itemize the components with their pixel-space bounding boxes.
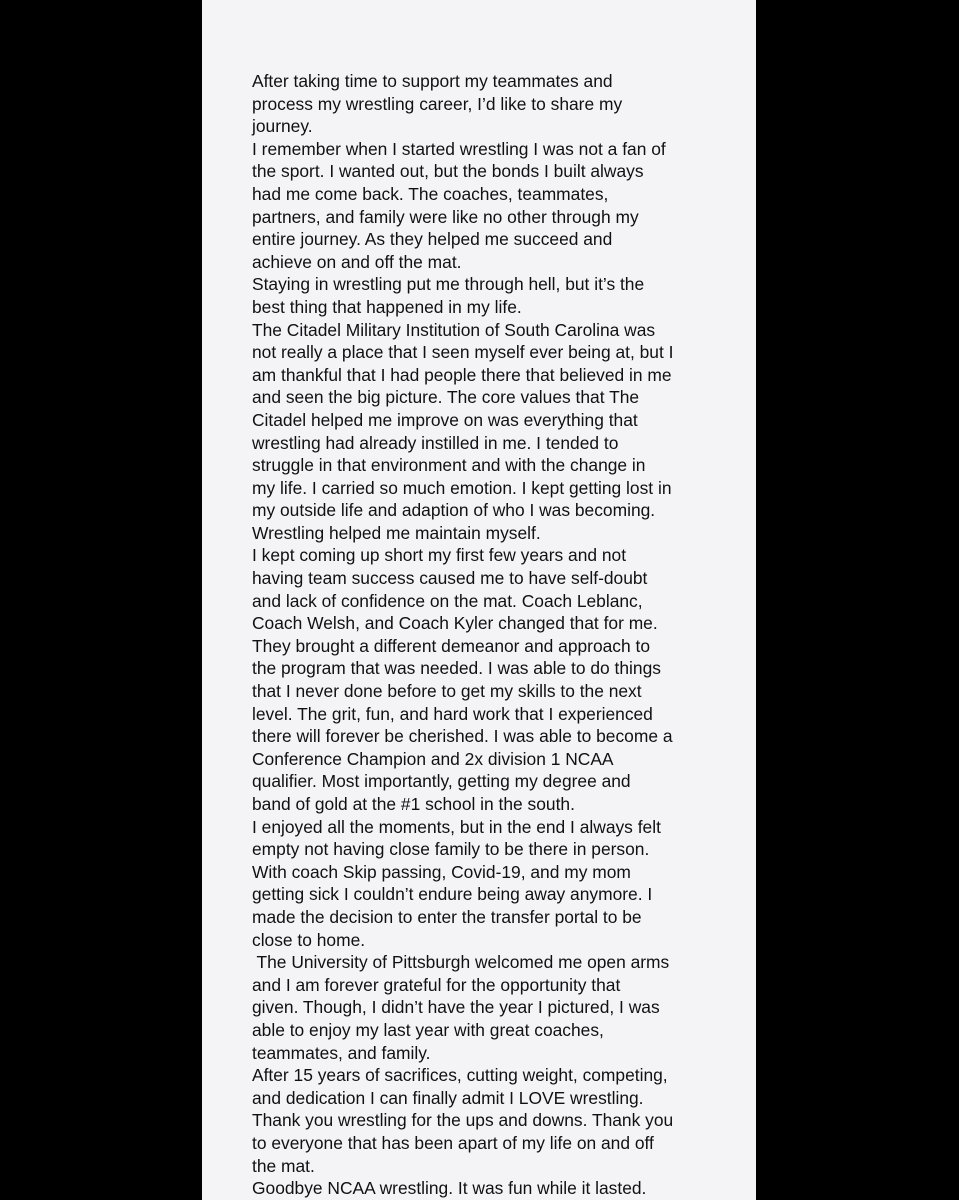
- note-line: band of gold at the #1 school in the south.: [252, 794, 575, 814]
- note-line: achieve on and off the mat.: [252, 251, 462, 272]
- note-line: process my wrestling career, I’d like to share my: [252, 93, 623, 114]
- note-line: my outside life and adaption of who I was becoming.: [252, 500, 656, 521]
- note-line: there will forever be cherished. I was able to become a: [252, 726, 673, 747]
- note-line: journey.: [252, 116, 313, 137]
- note-line: that I never done before to get my skills to the next: [252, 681, 642, 702]
- note-line: and I am forever grateful for the opportunity that: [252, 974, 621, 995]
- note-line: Staying in wrestling put me through hell, but it’s the: [252, 274, 645, 295]
- note-line: partners, and family were like no other through my: [252, 206, 639, 227]
- note-line: having team success caused me to have self-doubt: [252, 568, 648, 589]
- note-line: my life. I carried so much emotion. I kept getting lost in: [252, 477, 672, 498]
- note-line: After 15 years of sacrifices, cutting weight, competing,: [252, 1065, 668, 1086]
- note-line: The University of Pittsburgh welcomed me open arms: [252, 952, 670, 973]
- note-line: not really a place that I seen myself ever being at, but I: [252, 342, 674, 363]
- note-line: Wrestling helped me maintain myself.: [252, 522, 541, 543]
- note-line: Conference Champion and 2x division 1 NCAA: [252, 748, 614, 769]
- note-line: Citadel helped me improve on was everything that: [252, 409, 638, 430]
- note-line: given. Though, I didn’t have the year I pictured, I was: [252, 997, 660, 1018]
- note-line: the sport. I wanted out, but the bonds I built always: [252, 161, 644, 182]
- note-line: to everyone that has been apart of my life on and off: [252, 1132, 654, 1153]
- note-line: They brought a different demeanor and approach to: [252, 635, 651, 656]
- note-line: The Citadel Military Institution of South Carolina was: [252, 319, 656, 340]
- note-line: struggle in that environment and with the change in: [252, 455, 646, 476]
- note-line: and dedication I can finally admit I LOVE wrestling.: [252, 1087, 644, 1108]
- note-text: [252, 70, 732, 1200]
- note-line: With coach Skip passing, Covid-19, and my mom: [252, 861, 631, 882]
- note-line: close to home.: [252, 929, 366, 950]
- note-line: wrestling had already instilled in me. I tended to: [252, 432, 619, 453]
- note-line: empty not having close family to be there in person.: [252, 839, 650, 860]
- note-line: had me come back. The coaches, teammates,: [252, 183, 609, 204]
- note-line: and lack of confidence on the mat. Coach Leblanc,: [252, 590, 643, 611]
- note-line: and seen the big picture. The core values that The: [252, 387, 640, 408]
- note-line: getting sick I couldn’t endure being away anymore. I: [252, 884, 653, 905]
- note-page: [202, 0, 756, 1200]
- note-line: I remember when I started wrestling I was not a fan of: [252, 138, 666, 159]
- note-line: the program that was needed. I was able to do things: [252, 658, 661, 679]
- note-line: best thing that happened in my life.: [252, 296, 522, 317]
- note-line: qualifier. Most importantly, getting my degree and: [252, 771, 631, 792]
- note-line: able to enjoy my last year with great coaches,: [252, 1019, 604, 1040]
- note-line: Thank you wrestling for the ups and downs. Thank you: [252, 1110, 674, 1131]
- note-line: am thankful that I had people there that believed in me: [252, 364, 672, 385]
- note-line: made the decision to enter the transfer portal to be: [252, 906, 642, 927]
- note-line: entire journey. As they helped me succeed and: [252, 229, 613, 250]
- note-line: Coach Welsh, and Coach Kyler changed that for me.: [252, 613, 658, 634]
- note-line: teammates, and family.: [252, 1042, 431, 1063]
- note-line: I enjoyed all the moments, but in the end I always felt: [252, 816, 661, 837]
- note-line: level. The grit, fun, and hard work that I experienced: [252, 703, 653, 724]
- note-line: I kept coming up short my first few years and not: [252, 545, 627, 566]
- note-line: the mat.: [252, 1155, 315, 1176]
- note-line: After taking time to support my teammates and: [252, 71, 613, 91]
- note-line: Goodbye NCAA wrestling. It was fun while it lasted.: [252, 1178, 647, 1199]
